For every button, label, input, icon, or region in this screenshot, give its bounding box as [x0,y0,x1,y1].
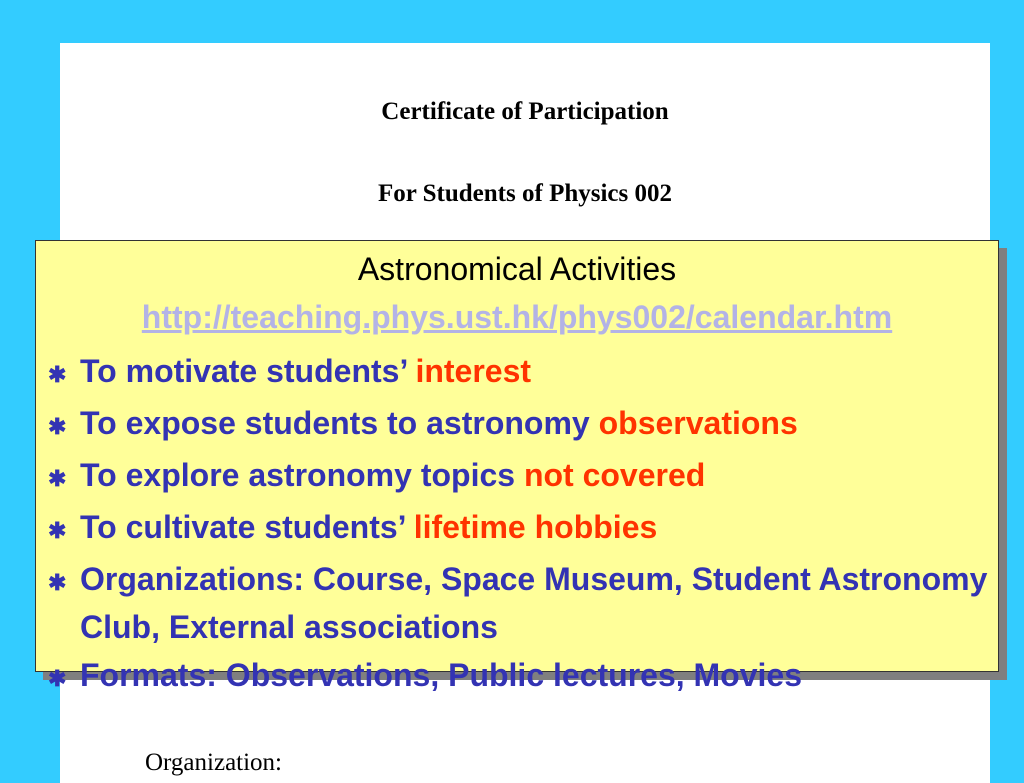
bullet-text: To expose students to astronomy observations [80,405,798,441]
bullet-text: Formats: Observations, Public lectures, Movies [80,657,802,693]
bullet-item [48,555,992,651]
asterisk-icon: ✱ [48,362,67,387]
asterisk-icon: ✱ [48,666,67,691]
bullet-highlight: interest [415,353,532,389]
bullet-text: To motivate students’ interest [80,353,532,389]
bullet-item [48,347,992,399]
bullet-item [48,503,992,555]
calendar-link[interactable]: http://teaching.phys.ust.hk/phys002/calendar.htm [141,299,893,335]
organization-label: Organization: [145,749,282,776]
bullet-item [48,651,992,703]
certificate-title: Certificate of Participation [381,98,669,125]
bullet-text: Organizations: Course, Space Museum, Student Astronomy Club, External associations [80,561,988,645]
bullet-item [48,451,992,503]
bullet-text: To cultivate students’ lifetime hobbies [80,509,658,545]
asterisk-icon: ✱ [48,466,67,491]
bullet-highlight: observations [598,405,798,441]
bullet-item [48,399,992,451]
asterisk-icon: ✱ [48,518,67,543]
certificate-subtitle: For Students of Physics 002 [377,180,672,207]
bullet-highlight: lifetime hobbies [413,509,658,545]
bullet-highlight: not covered [523,457,706,493]
asterisk-icon: ✱ [48,414,67,439]
bullet-text: To explore astronomy topics not covered [80,457,706,493]
bullet-list [48,347,992,703]
asterisk-icon: ✱ [48,570,67,595]
activities-card [35,240,999,693]
card-title: Astronomical Activities [357,251,677,287]
